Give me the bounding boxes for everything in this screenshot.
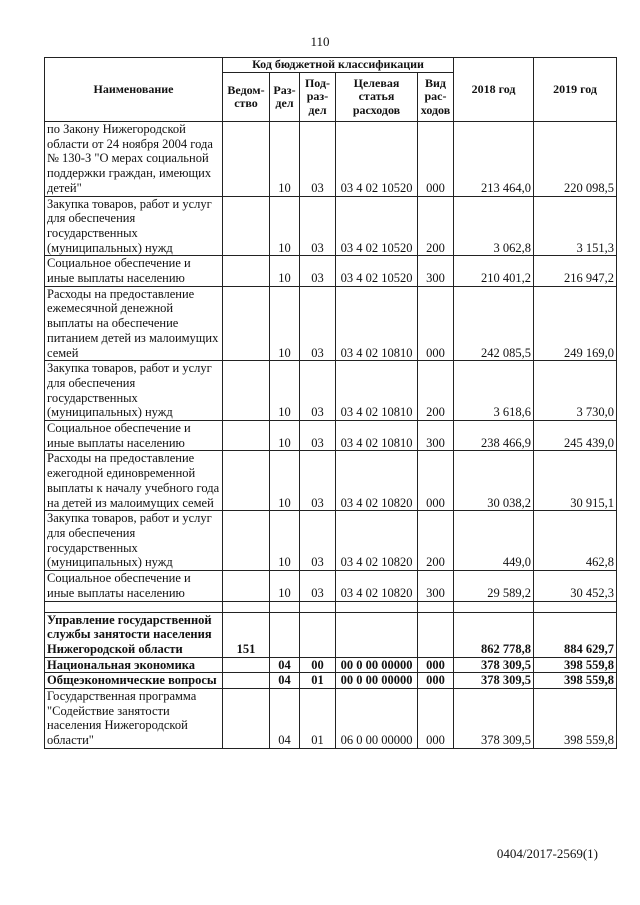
- cell-y2019: 30 915,1: [534, 451, 617, 511]
- cell-dept: [223, 196, 270, 256]
- cell-y2019: 398 559,8: [534, 689, 617, 749]
- cell-subsection: 03: [300, 571, 336, 601]
- cell-dept: [223, 421, 270, 451]
- cell-target: 03 4 02 10520: [336, 122, 418, 197]
- cell-dept: [223, 511, 270, 571]
- cell-type: 200: [418, 361, 454, 421]
- cell-name: Социальное обеспечение и иные выплаты населению: [45, 571, 223, 601]
- cell-subsection: 03: [300, 361, 336, 421]
- cell-type: 200: [418, 511, 454, 571]
- cell-section: 10: [270, 361, 300, 421]
- cell-section: 04: [270, 673, 300, 689]
- cell-section: 04: [270, 689, 300, 749]
- cell-y2019: 249 169,0: [534, 286, 617, 361]
- cell-y2018: 30 038,2: [454, 451, 534, 511]
- cell-name: Общеэкономические вопросы: [45, 673, 223, 689]
- table-row: [45, 421, 617, 451]
- cell-subsection: [300, 612, 336, 657]
- cell-target: 06 0 00 00000: [336, 689, 418, 749]
- cell-y2019: 30 452,3: [534, 571, 617, 601]
- cell-type: 300: [418, 421, 454, 451]
- header-classification-group: Код бюджетной классификации: [223, 58, 454, 73]
- cell-type: 000: [418, 451, 454, 511]
- table-row: [45, 196, 617, 256]
- cell-section: 04: [270, 657, 300, 673]
- cell-type: [418, 612, 454, 657]
- cell-section: [270, 612, 300, 657]
- cell-y2019: 398 559,8: [534, 657, 617, 673]
- cell-type: 300: [418, 256, 454, 286]
- table-row: [45, 571, 617, 601]
- cell-subsection: 01: [300, 689, 336, 749]
- header-dept: Ведом-ство: [223, 73, 270, 122]
- cell-section: 10: [270, 256, 300, 286]
- header-target: Целевая статья расходов: [336, 73, 418, 122]
- document-code: 0404/2017-2569(1): [496, 846, 598, 861]
- cell-dept: [223, 673, 270, 689]
- cell-y2019: 220 098,5: [534, 122, 617, 197]
- cell-target: [336, 612, 418, 657]
- cell-subsection: 03: [300, 256, 336, 286]
- cell-name: Управление государственной службы занятости населения Нижегородской области: [45, 612, 223, 657]
- cell-target: 03 4 02 10520: [336, 256, 418, 286]
- table-row: [45, 361, 617, 421]
- cell-y2018: 238 466,9: [454, 421, 534, 451]
- header-type: Вид рас-ходов: [418, 73, 454, 122]
- cell-y2018: 378 309,5: [454, 657, 534, 673]
- cell-dept: [223, 657, 270, 673]
- cell-subsection: 00: [300, 657, 336, 673]
- cell-name: Закупка товаров, работ и услуг для обеспечения государственных (муниципальных) нужд: [45, 196, 223, 256]
- cell-section: 10: [270, 451, 300, 511]
- cell-dept: [223, 571, 270, 601]
- cell-y2019: 216 947,2: [534, 256, 617, 286]
- cell-name: по Закону Нижегородской области от 24 ноября 2004 года № 130-З "О мерах социальной поддержки граждан, имеющих детей": [45, 122, 223, 197]
- cell-name: Государственная программа "Содействие занятости населения Нижегородской области": [45, 689, 223, 749]
- cell-y2018: 3 062,8: [454, 196, 534, 256]
- cell-dept: [223, 256, 270, 286]
- table-row: [45, 689, 617, 749]
- cell-type: 000: [418, 689, 454, 749]
- table-row: [45, 286, 617, 361]
- header-subsection: Под-раз-дел: [300, 73, 336, 122]
- cell-dept: 151: [223, 612, 270, 657]
- cell-target: 03 4 02 10520: [336, 196, 418, 256]
- table-row: [45, 511, 617, 571]
- cell-subsection: 03: [300, 451, 336, 511]
- cell-type: 000: [418, 657, 454, 673]
- cell-section: 10: [270, 122, 300, 197]
- table-row: [45, 122, 617, 197]
- cell-y2019: 462,8: [534, 511, 617, 571]
- header-section: Раз-дел: [270, 73, 300, 122]
- cell-target: 03 4 02 10820: [336, 451, 418, 511]
- table-row: [45, 673, 617, 689]
- header-2019: 2019 год: [534, 58, 617, 122]
- budget-table: [44, 57, 617, 749]
- cell-target: 00 0 00 00000: [336, 673, 418, 689]
- table-row: [45, 612, 617, 657]
- cell-name: Социальное обеспечение и иные выплаты населению: [45, 256, 223, 286]
- cell-y2018: 3 618,6: [454, 361, 534, 421]
- cell-y2018: 378 309,5: [454, 689, 534, 749]
- cell-section: 10: [270, 286, 300, 361]
- table-row: [45, 657, 617, 673]
- cell-y2019: 3 730,0: [534, 361, 617, 421]
- cell-type: 200: [418, 196, 454, 256]
- cell-subsection: 03: [300, 286, 336, 361]
- cell-subsection: 03: [300, 421, 336, 451]
- cell-y2019: 3 151,3: [534, 196, 617, 256]
- cell-y2018: 242 085,5: [454, 286, 534, 361]
- cell-dept: [223, 689, 270, 749]
- cell-name: Национальная экономика: [45, 657, 223, 673]
- cell-subsection: 03: [300, 122, 336, 197]
- cell-target: 03 4 02 10810: [336, 286, 418, 361]
- cell-y2019: 884 629,7: [534, 612, 617, 657]
- cell-section: 10: [270, 421, 300, 451]
- cell-name: Расходы на предоставление ежегодной единовременной выплаты к началу учебного года на детей из малоимущих семей: [45, 451, 223, 511]
- cell-dept: [223, 122, 270, 197]
- cell-y2019: 398 559,8: [534, 673, 617, 689]
- cell-y2019: 245 439,0: [534, 421, 617, 451]
- table-body: [45, 122, 617, 749]
- header-2018: 2018 год: [454, 58, 534, 122]
- cell-y2018: 213 464,0: [454, 122, 534, 197]
- cell-section: 10: [270, 571, 300, 601]
- cell-subsection: 03: [300, 196, 336, 256]
- cell-name: Расходы на предоставление ежемесячной денежной выплаты на обеспечение питанием детей из малоимущих семей: [45, 286, 223, 361]
- table-row: [45, 451, 617, 511]
- cell-target: 03 4 02 10820: [336, 571, 418, 601]
- cell-target: 00 0 00 00000: [336, 657, 418, 673]
- cell-target: 03 4 02 10810: [336, 421, 418, 451]
- cell-y2018: 378 309,5: [454, 673, 534, 689]
- cell-y2018: 449,0: [454, 511, 534, 571]
- cell-type: 300: [418, 571, 454, 601]
- cell-type: 000: [418, 673, 454, 689]
- spacer-row: [45, 601, 617, 612]
- cell-section: 10: [270, 511, 300, 571]
- page-number: 110: [310, 34, 330, 49]
- table-row: [45, 256, 617, 286]
- cell-type: 000: [418, 286, 454, 361]
- cell-section: 10: [270, 196, 300, 256]
- cell-subsection: 03: [300, 511, 336, 571]
- cell-name: Социальное обеспечение и иные выплаты населению: [45, 421, 223, 451]
- cell-target: 03 4 02 10810: [336, 361, 418, 421]
- cell-dept: [223, 451, 270, 511]
- cell-dept: [223, 361, 270, 421]
- cell-name: Закупка товаров, работ и услуг для обеспечения государственных (муниципальных) нужд: [45, 511, 223, 571]
- cell-subsection: 01: [300, 673, 336, 689]
- cell-dept: [223, 286, 270, 361]
- cell-target: 03 4 02 10820: [336, 511, 418, 571]
- cell-name: Закупка товаров, работ и услуг для обеспечения государственных (муниципальных) нужд: [45, 361, 223, 421]
- cell-y2018: 862 778,8: [454, 612, 534, 657]
- cell-type: 000: [418, 122, 454, 197]
- cell-y2018: 29 589,2: [454, 571, 534, 601]
- header-name: Наименование: [45, 58, 223, 122]
- cell-y2018: 210 401,2: [454, 256, 534, 286]
